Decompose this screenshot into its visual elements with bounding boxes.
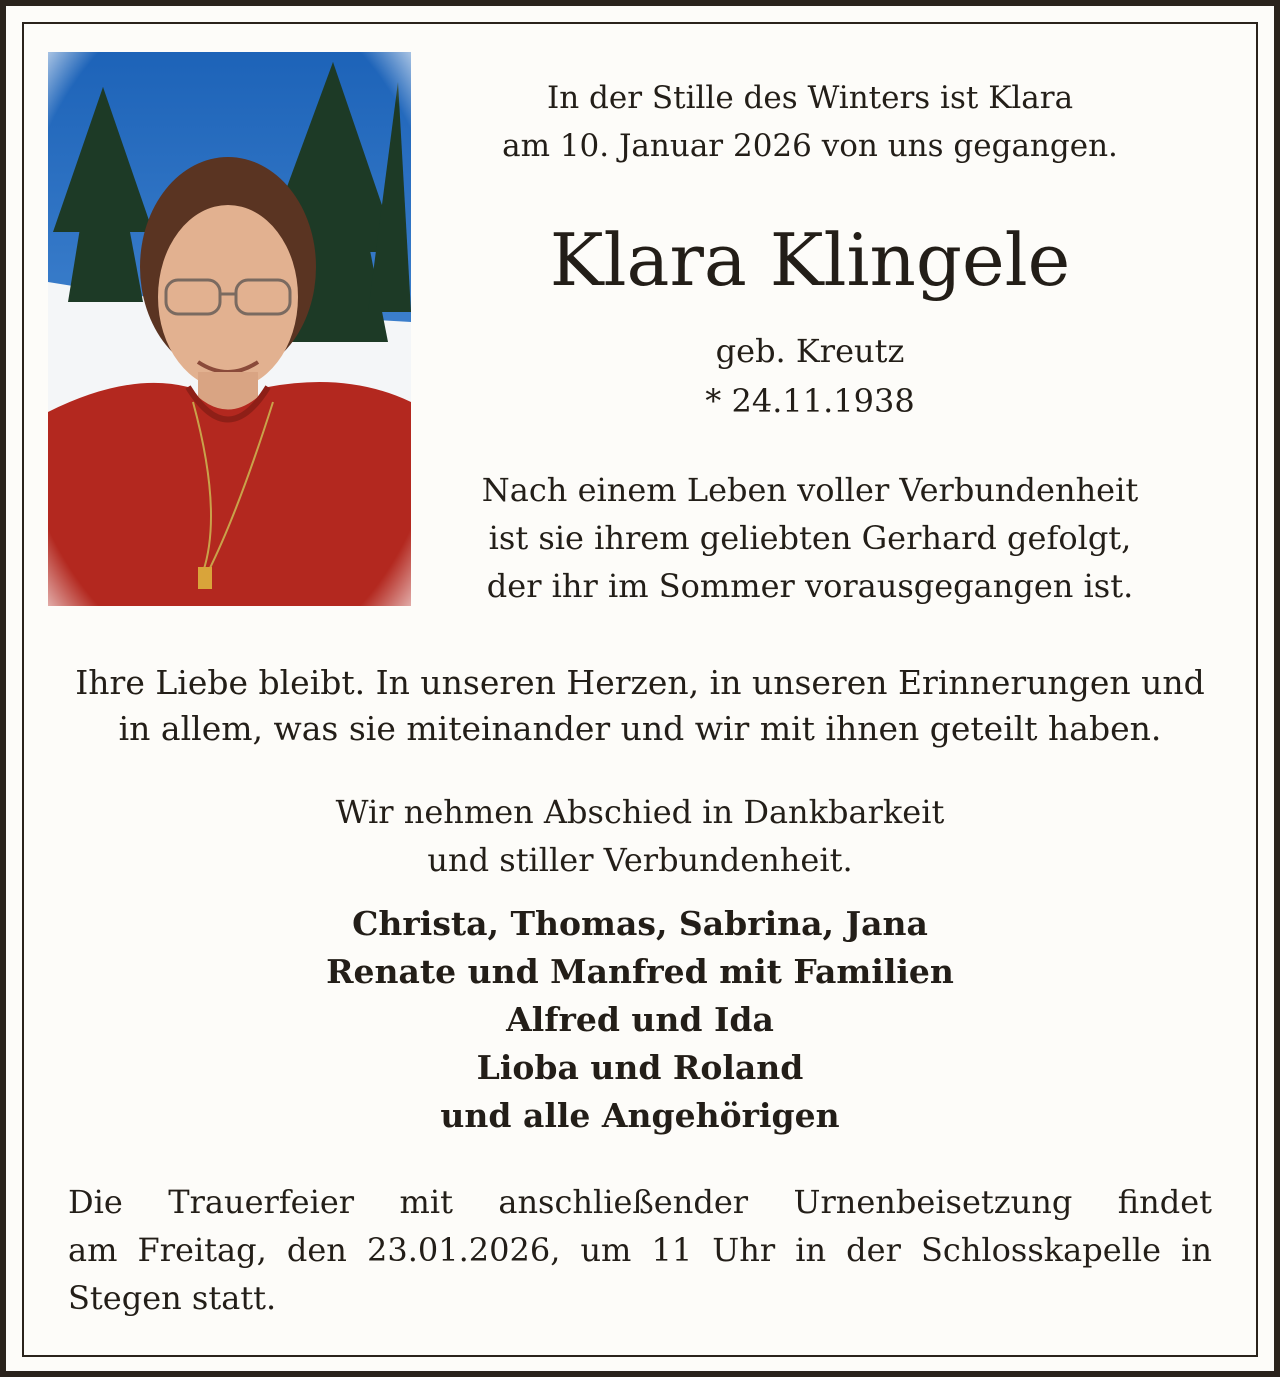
- portrait-photo: [48, 52, 411, 606]
- mourner-line: Renate und Manfred mit Familien: [326, 952, 954, 991]
- maiden-name: geb. Kreutz: [715, 332, 905, 370]
- tribute-text: [430, 466, 1190, 610]
- funeral-line-3: Stegen statt.: [68, 1279, 277, 1317]
- tribute-line-3: der ihr im Sommer vorausgegangen ist.: [486, 567, 1134, 605]
- deceased-name: Klara Klingele: [549, 218, 1071, 302]
- mourner-line: Alfred und Ida: [506, 1000, 774, 1039]
- farewell-text: [40, 788, 1240, 884]
- love-text: [40, 660, 1240, 752]
- personal-details: [430, 326, 1190, 426]
- mourners-list: [40, 900, 1240, 1140]
- intro-line-1: In der Stille des Winters ist Klara: [546, 80, 1074, 116]
- funeral-line-1: Die Trauerfeier mit anschließender Urnenbeisetzung findet: [68, 1183, 1212, 1221]
- funeral-notice: [68, 1178, 1212, 1322]
- mourner-line: und alle Angehörigen: [440, 1096, 840, 1135]
- intro-text: [430, 74, 1190, 170]
- funeral-line-2: am Freitag, den 23.01.2026, um 11 Uhr in der Schlosskapelle in: [68, 1231, 1212, 1269]
- tribute-line-2: ist sie ihrem geliebten Gerhard gefolgt,: [488, 519, 1132, 557]
- mourner-line: Christa, Thomas, Sabrina, Jana: [352, 904, 928, 943]
- tribute-line-1: Nach einem Leben voller Verbundenheit: [481, 471, 1139, 509]
- love-line-2: in allem, was sie miteinander und wir mit ihnen geteilt haben.: [118, 709, 1162, 748]
- love-line-1: Ihre Liebe bleibt. In unseren Herzen, in unseren Erinnerungen und: [75, 663, 1205, 702]
- birth-date: * 24.11.1938: [705, 382, 915, 420]
- farewell-line-1: Wir nehmen Abschied in Dankbarkeit: [335, 793, 945, 831]
- farewell-line-2: und stiller Verbundenheit.: [427, 841, 853, 879]
- intro-line-2: am 10. Januar 2026 von uns gegangen.: [502, 128, 1118, 164]
- mourner-line: Lioba und Roland: [476, 1048, 804, 1087]
